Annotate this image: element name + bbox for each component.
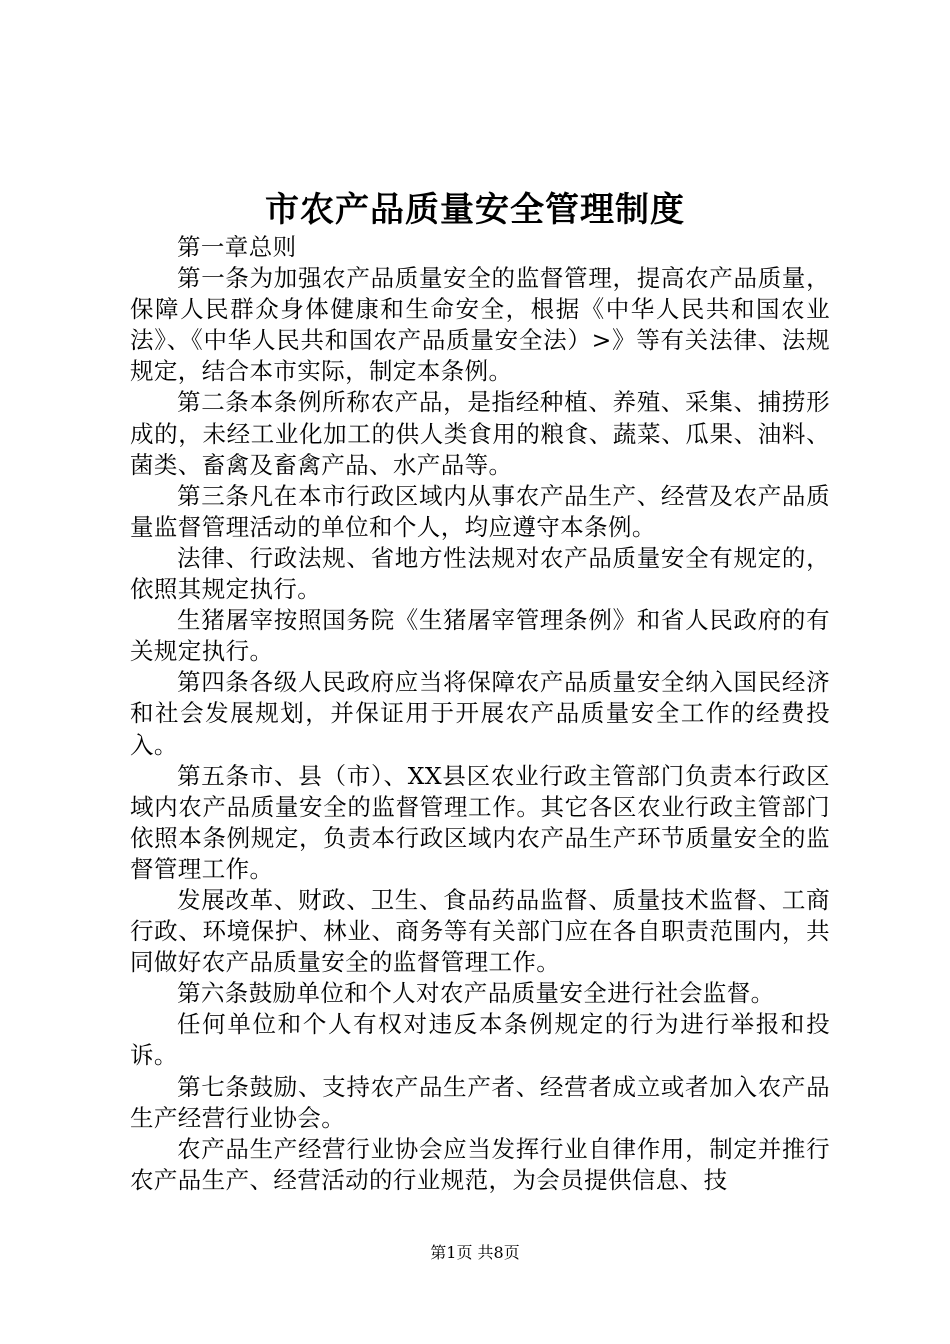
paragraph: 第五条市、县（市）、XX县区农业行政主管部门负责本行政区域内农产品质量安全的监督管理工作。其它各区农业行政主管部门依照本条例规定，负责本行政区域内农产品生产环节质量安全的监督管理工作。 (130, 761, 830, 883)
document-body (130, 232, 830, 1196)
paragraph: 任何单位和个人有权对违反本条例规定的行为进行举报和投诉。 (130, 1010, 830, 1070)
paragraph-chapter-heading: 第一章总则 (177, 233, 297, 261)
paragraph: 第七条鼓励、支持农产品生产者、经营者成立或者加入农产品生产经营行业协会。 (130, 1072, 830, 1132)
paragraph: 第一条为加强农产品质量安全的监督管理，提高农产品质量，保障人民群众身体健康和生命安全，根据《中华人民共和国农业法》、《中华人民共和国农产品质量安全法）>》等有关法律、法规规定，结合本市实际，制定本条例。 (130, 264, 830, 386)
document-title: 市农产品质量安全管理制度 (265, 190, 685, 230)
paragraph: 第三条凡在本市行政区域内从事农产品生产、经营及农产品质量监督管理活动的单位和个人，均应遵守本条例。 (130, 481, 830, 541)
paragraph: 第六条鼓励单位和个人对农产品质量安全进行社会监督。 (177, 979, 775, 1008)
paragraph: 生猪屠宰按照国务院《生猪屠宰管理条例》和省人民政府的有关规定执行。 (130, 606, 830, 666)
paragraph: 农产品生产经营行业协会应当发挥行业自律作用，制定并推行农产品生产、经营活动的行业规范，为会员提供信息、技 (130, 1134, 830, 1194)
paragraph: 第二条本条例所称农产品，是指经种植、养殖、采集、捕捞形成的，未经工业化加工的供人类食用的粮食、蔬菜、瓜果、油料、菌类、畜禽及畜禽产品、水产品等。 (130, 388, 830, 479)
page-footer: 第1页 共8页 (430, 1243, 520, 1262)
paragraph: 法律、行政法规、省地方性法规对农产品质量安全有规定的，依照其规定执行。 (130, 543, 830, 604)
paragraph: 第四条各级人民政府应当将保障农产品质量安全纳入国民经济和社会发展规划，并保证用于开展农产品质量安全工作的经费投入。 (130, 668, 830, 759)
paragraph: 发展改革、财政、卫生、食品药品监督、质量技术监督、工商行政、环境保护、林业、商务等有关部门应在各自职责范围内，共同做好农产品质量安全的监督管理工作。 (130, 885, 830, 977)
